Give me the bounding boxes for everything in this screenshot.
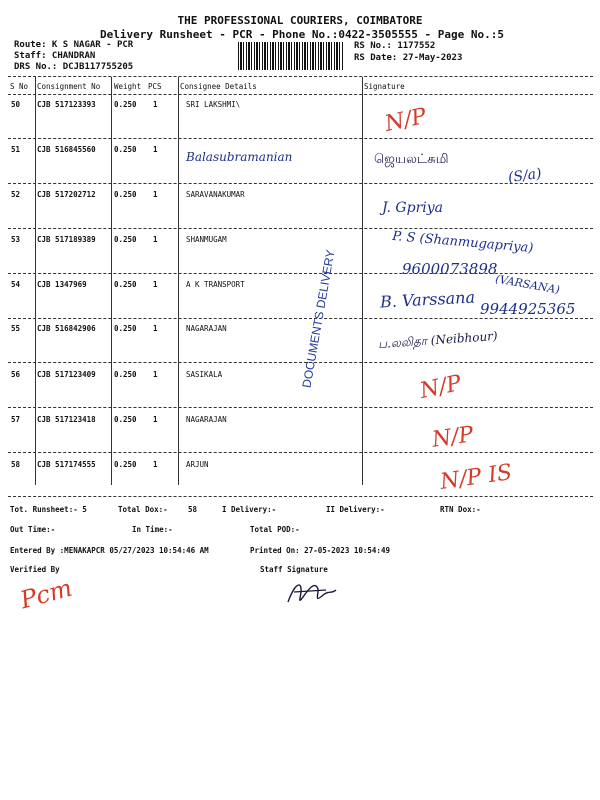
row-consignment: CJB 1347969 [37,280,87,289]
staff-signature-scribble [282,572,342,612]
in-time: In Time:- [132,525,173,534]
col-consignment: Consignment No [37,82,101,91]
row-consignee: ARJUN [186,460,209,469]
row-divider [8,183,593,184]
row-weight: 0.250 [114,370,137,379]
row-divider [8,452,593,453]
row-consignment: CJB 517123393 [37,100,96,109]
row-pcs: 1 [153,145,158,154]
out-time: Out Time:- [10,525,56,534]
row-sno: 55 [11,324,21,333]
row-weight: 0.250 [114,145,137,154]
row-consignment: CJB 517189389 [37,235,96,244]
row-pcs: 1 [153,100,158,109]
row-consignment: CJB 517202712 [37,190,96,199]
company-title: THE PROFESSIONAL COURIERS, COIMBATORE [177,14,423,27]
row-weight: 0.250 [114,460,137,469]
row-weight: 0.250 [114,235,137,244]
signature-varsana-print: (VARSANA) [494,272,561,297]
drs-number: DRS No.: DCJB117755205 [14,62,134,72]
signature-np: N/P [417,370,464,405]
rs-number: RS No.: 1177552 [354,41,436,51]
tot-runsheet: Tot. Runsheet:- 5 [10,505,87,514]
signature-tamil: ஜெயலட்சுமி [374,152,449,167]
row-divider [8,362,593,363]
signature-note: (S/a) [507,165,543,187]
rtn-dox: RTN Dox:- [440,505,481,514]
rs-date: RS Date: 27-May-2023 [354,53,463,63]
row-consignee: NAGARAJAN [186,324,227,333]
row-pcs: 1 [153,460,158,469]
row-pcs: 1 [153,235,158,244]
row-consignment: CJB 517123409 [37,370,96,379]
row-consignee: SHANMUGAM [186,235,227,244]
row-pcs: 1 [153,280,158,289]
signature-priya: J. Gpriya [382,200,443,216]
signature-phone-2: 9944925365 [480,300,576,318]
row-sno: 51 [11,145,21,154]
row-pcs: 1 [153,324,158,333]
row-divider [8,318,593,319]
row-weight: 0.250 [114,415,137,424]
barcode [238,42,343,70]
row-divider [8,496,593,497]
row-sno: 52 [11,190,21,199]
col-weight: Weight [114,82,142,91]
row-consignee: SASIKALA [186,370,223,379]
route-label: Route: K S NAGAR - PCR [14,40,134,50]
row-consignee: SRI LAKSHMI\ [186,100,241,109]
runsheet-subtitle: Delivery Runsheet - PCR - Phone No.:0422-3505555 - Page No.:5 [100,28,504,41]
signature-np: N/P [430,422,476,453]
signature-np: N/P IS [438,460,514,495]
ii-delivery: II Delivery:- [326,505,385,514]
row-consignment: CJB 516842906 [37,324,96,333]
row-consignee: NAGARAJAN [186,415,227,424]
header-top-rule [8,76,593,77]
row-consignee: A K TRANSPORT [186,280,245,289]
row-pcs: 1 [153,415,158,424]
staff-label: Staff: CHANDRAN [14,51,96,61]
total-dox-value: 58 [188,505,198,514]
col-consignee: Consignee Details [180,82,257,91]
row-sno: 57 [11,415,21,424]
col-signature: Signature [364,82,405,91]
row-sno: 58 [11,460,21,469]
row-weight: 0.250 [114,100,137,109]
staff-signature-label: Staff Signature [260,565,328,574]
row-weight: 0.250 [114,324,137,333]
row-weight: 0.250 [114,190,137,199]
i-delivery: I Delivery:- [222,505,277,514]
signature-shanmugapriya: P. S (Shanmugapriya) [391,228,534,257]
row-sno: 53 [11,235,21,244]
row-consignment: CJB 517174555 [37,460,96,469]
total-pod: Total POD:- [250,525,300,534]
signature-neighbour: ப.லலிதா (Neibhour) [377,328,499,352]
row-sno: 56 [11,370,21,379]
col-pcs: PCS [148,82,162,91]
entered-by: Entered By :MENAKAPCR 05/27/2023 10:54:46 AM [10,546,209,555]
printed-on: Printed On: 27-05-2023 10:54:49 [250,546,390,555]
signature-varssana: B. Varssana [379,287,476,312]
header-bottom-rule [8,94,593,95]
total-dox-label: Total Dox:- [118,505,168,514]
verified-by: Verified By [10,565,60,574]
row-pcs: 1 [153,190,158,199]
row-consignment: CJB 516845560 [37,145,96,154]
verified-signature: Pcm [17,573,76,615]
row-sno: 50 [11,100,21,109]
col-sno: S No [10,82,29,91]
row-divider [8,138,593,139]
documents-delivery-stamp: DOCUMENTS DELIVERY [299,248,338,389]
row-divider [8,228,593,229]
row-consignment: CJB 517123418 [37,415,96,424]
row-divider [8,407,593,408]
row-pcs: 1 [153,370,158,379]
row-consignee: SARAVANAKUMAR [186,190,245,199]
handwritten-consignee: Balasubramanian [186,150,293,164]
row-sno: 54 [11,280,21,289]
row-weight: 0.250 [114,280,137,289]
signature-np: N/P [382,103,429,138]
signature-phone-1: 9600073898 [402,260,498,278]
